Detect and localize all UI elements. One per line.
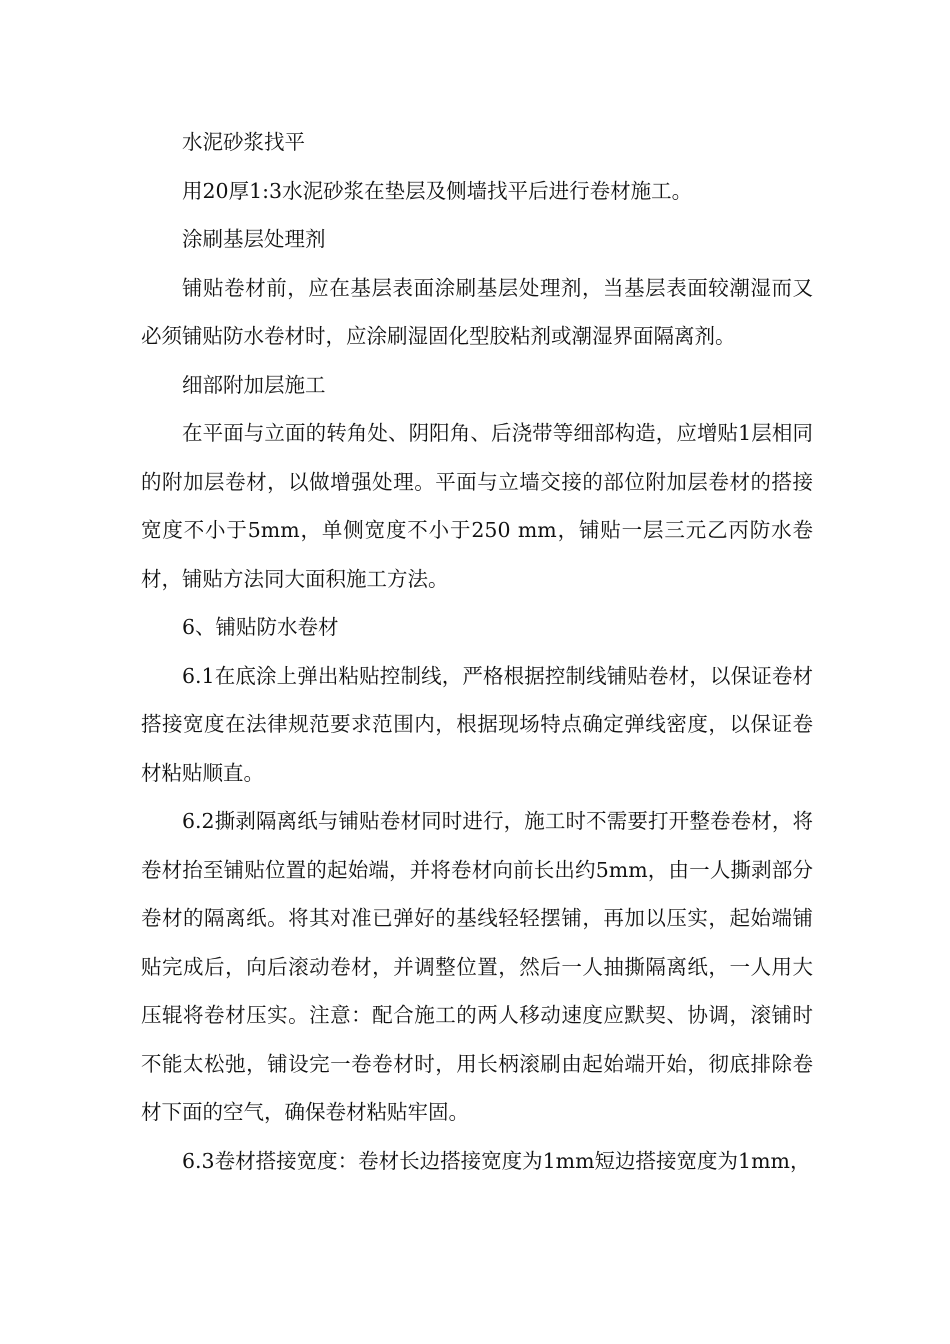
paragraph-6-2-peeling-and-laying: 6.2撕剥隔离纸与铺贴卷材同时进行，施工时不需要打开整卷卷材，将卷材抬至铺贴位置的起始端，并将卷材向前长出约5mm，由一人撕剥部分卷材的隔离纸。将其对准已弹好的基线轻轻摆铺，再加以压实，起始端铺贴完成后，向后滚动卷材，并调整位置，然后一人抽撕隔离纸，一人用大压辊将卷材压实。注意：配合施工的两人移动速度应默契、协调，滚铺时不能太松弛，铺设完一卷卷材时，用长柄滚刷由起始端开始，彻底排除卷材下面的空气，确保卷材粘贴牢固。 [141, 809, 813, 1124]
heading-base-treatment-agent: 涂刷基层处理剂 [182, 227, 326, 251]
paragraph-cement-mortar-leveling: 用20厚1:3水泥砂浆在垫层及侧墙找平后进行卷材施工。 [182, 178, 693, 203]
document-body [141, 118, 813, 1185]
heading-laying-waterproof-membrane: 6、铺贴防水卷材 [182, 615, 339, 639]
heading-detail-additional-layer: 细部附加层施工 [182, 372, 326, 397]
paragraph-6-3-overlap-width: 6.3卷材搭接宽度：卷材长边搭接宽度为1mm短边搭接宽度为1mm， [182, 1148, 811, 1173]
heading-cement-mortar-leveling: 水泥砂浆找平 [182, 130, 305, 154]
paragraph-base-treatment-agent: 铺贴卷材前，应在基层表面涂刷基层处理剂，当基层表面较潮湿而又必须铺贴防水卷材时，应涂刷湿固化型胶粘剂或潮湿界面隔离剂。 [141, 275, 813, 348]
paragraph-6-1-control-lines: 6.1在底涂上弹出粘贴控制线，严格根据控制线铺贴卷材，以保证卷材搭接宽度在法律规范要求范围内，根据现场特点确定弹线密度，以保证卷材粘贴顺直。 [141, 663, 813, 785]
paragraph-detail-additional-layer: 在平面与立面的转角处、阴阳角、后浇带等细部构造，应增贴1层相同的附加层卷材，以做增强处理。平面与立墙交接的部位附加层卷材的搭接宽度不小于5mm，单侧宽度不小于250 mm，铺贴一层三元乙丙防水卷材，铺贴方法同大面积施工方法。 [141, 421, 813, 591]
